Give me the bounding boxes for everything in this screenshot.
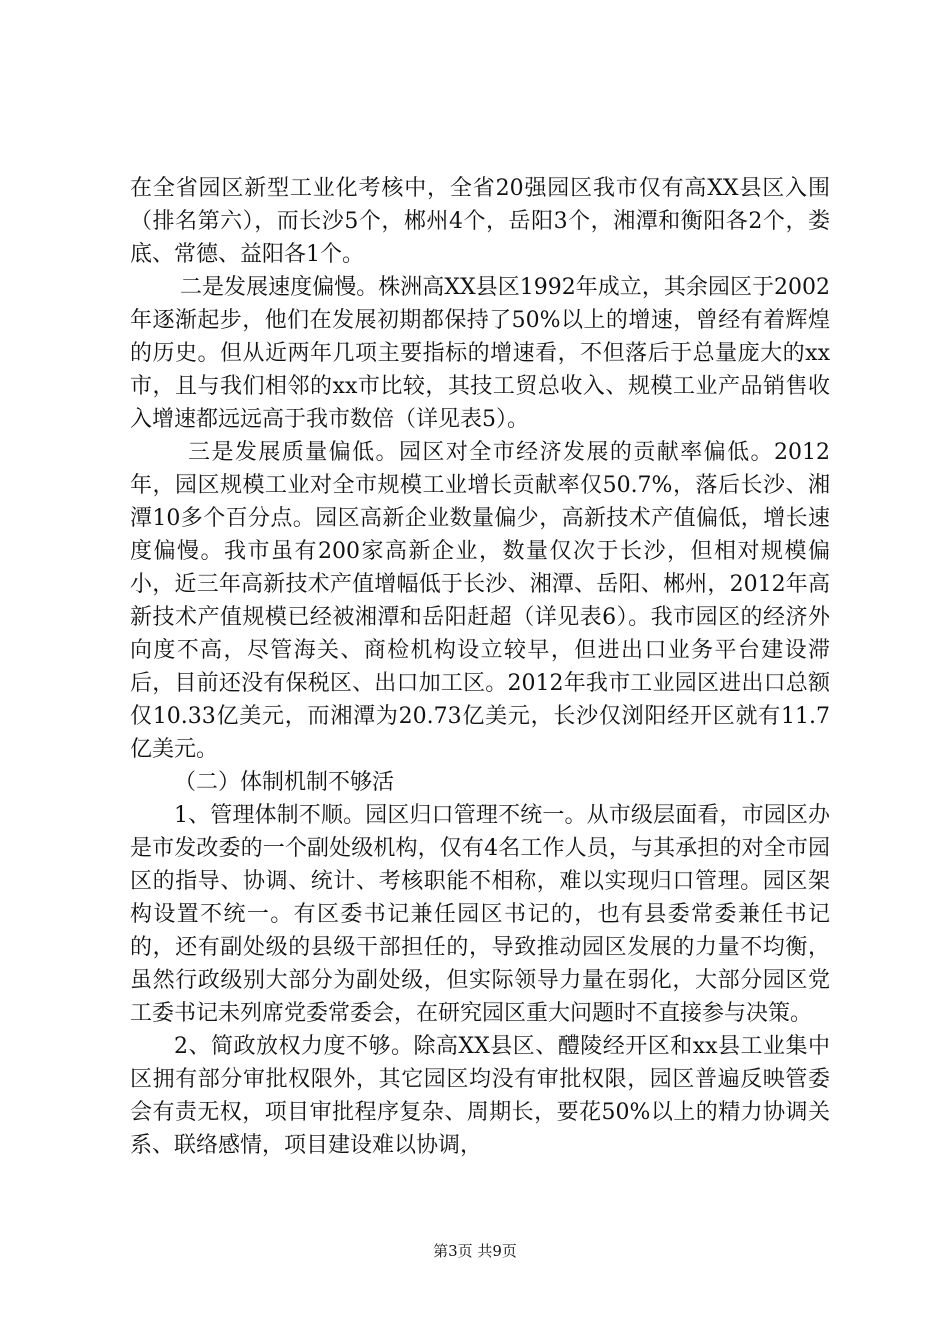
- page-number-footer: 第3页 共9页: [433, 1242, 517, 1260]
- paragraph-management-system: 1、管理体制不顺。园区归口管理不统一。从市级层面看，市园区办是市发改委的一个副处级机构，仅有4名工作人员，与其承担的对全市园区的指导、协调、统计、考核职能不相称，难以实现归口管理。园区架构设置不统一。有区委书记兼任园区书记的，也有县委常委兼任书记的，还有副处级的县级干部担任的，导致推动园区发展的力量不均衡，虽然行政级别大部分为副处级，但实际领导力量在弱化，大部分园区党工委书记未列席党委常委会，在研究园区重大问题时不直接参与决策。: [130, 803, 830, 1026]
- section-heading-institutions: （二）体制机制不够活: [174, 770, 395, 795]
- paragraph-delegation: 2、简政放权力度不够。除高XX县区、醴陵经开区和xx县工业集中区拥有部分审批权限外，其它园区均没有审批权限，园区普遍反映管委会有责无权，项目审批程序复杂、周期长，要花50%以上的精力协调关系、联络感情，项目建设难以协调，: [130, 1034, 830, 1158]
- paragraph-growth-speed: 二是发展速度偏慢。株洲高XX县区1992年成立，其余园区于2002年逐渐起步，他们在发展初期都保持了50%以上的增速，曾经有着辉煌的历史。但从近两年几项主要指标的增速看，不但落后于总量庞大的xx市，且与我们相邻的xx市比较，其技工贸总收入、规模工业产品销售收入增速都远远高于我市数倍（详见表5）。: [130, 275, 830, 432]
- document-body: [130, 172, 830, 1162]
- paragraph-ranking: 在全省园区新型工业化考核中，全省20强园区我市仅有高XX县区入围（排名第六），而长沙5个，郴州4个，岳阳3个，湘潭和衡阳各2个，娄底、常德、益阳各1个。: [130, 176, 830, 267]
- paragraph-development-quality: 三是发展质量偏低。园区对全市经济发展的贡献率偏低。2012年，园区规模工业对全市规模工业增长贡献率仅50.7%，落后长沙、湘潭10多个百分点。园区高新企业数量偏少，高新技术产值偏低，增长速度偏慢。我市虽有200家高新企业，数量仅次于长沙，但相对规模偏小，近三年高新技术产值增幅低于长沙、湘潭、岳阳、郴州，2012年高新技术产值规模已经被湘潭和岳阳赶超（详见表6）。我市园区的经济外向度不高，尽管海关、商检机构设立较早，但进出口业务平台建设滞后，目前还没有保税区、出口加工区。2012年我市工业园区进出口总额仅10.33亿美元，而湘潭为20.73亿美元，长沙仅浏阳经开区就有11.7亿美元。: [130, 440, 830, 762]
